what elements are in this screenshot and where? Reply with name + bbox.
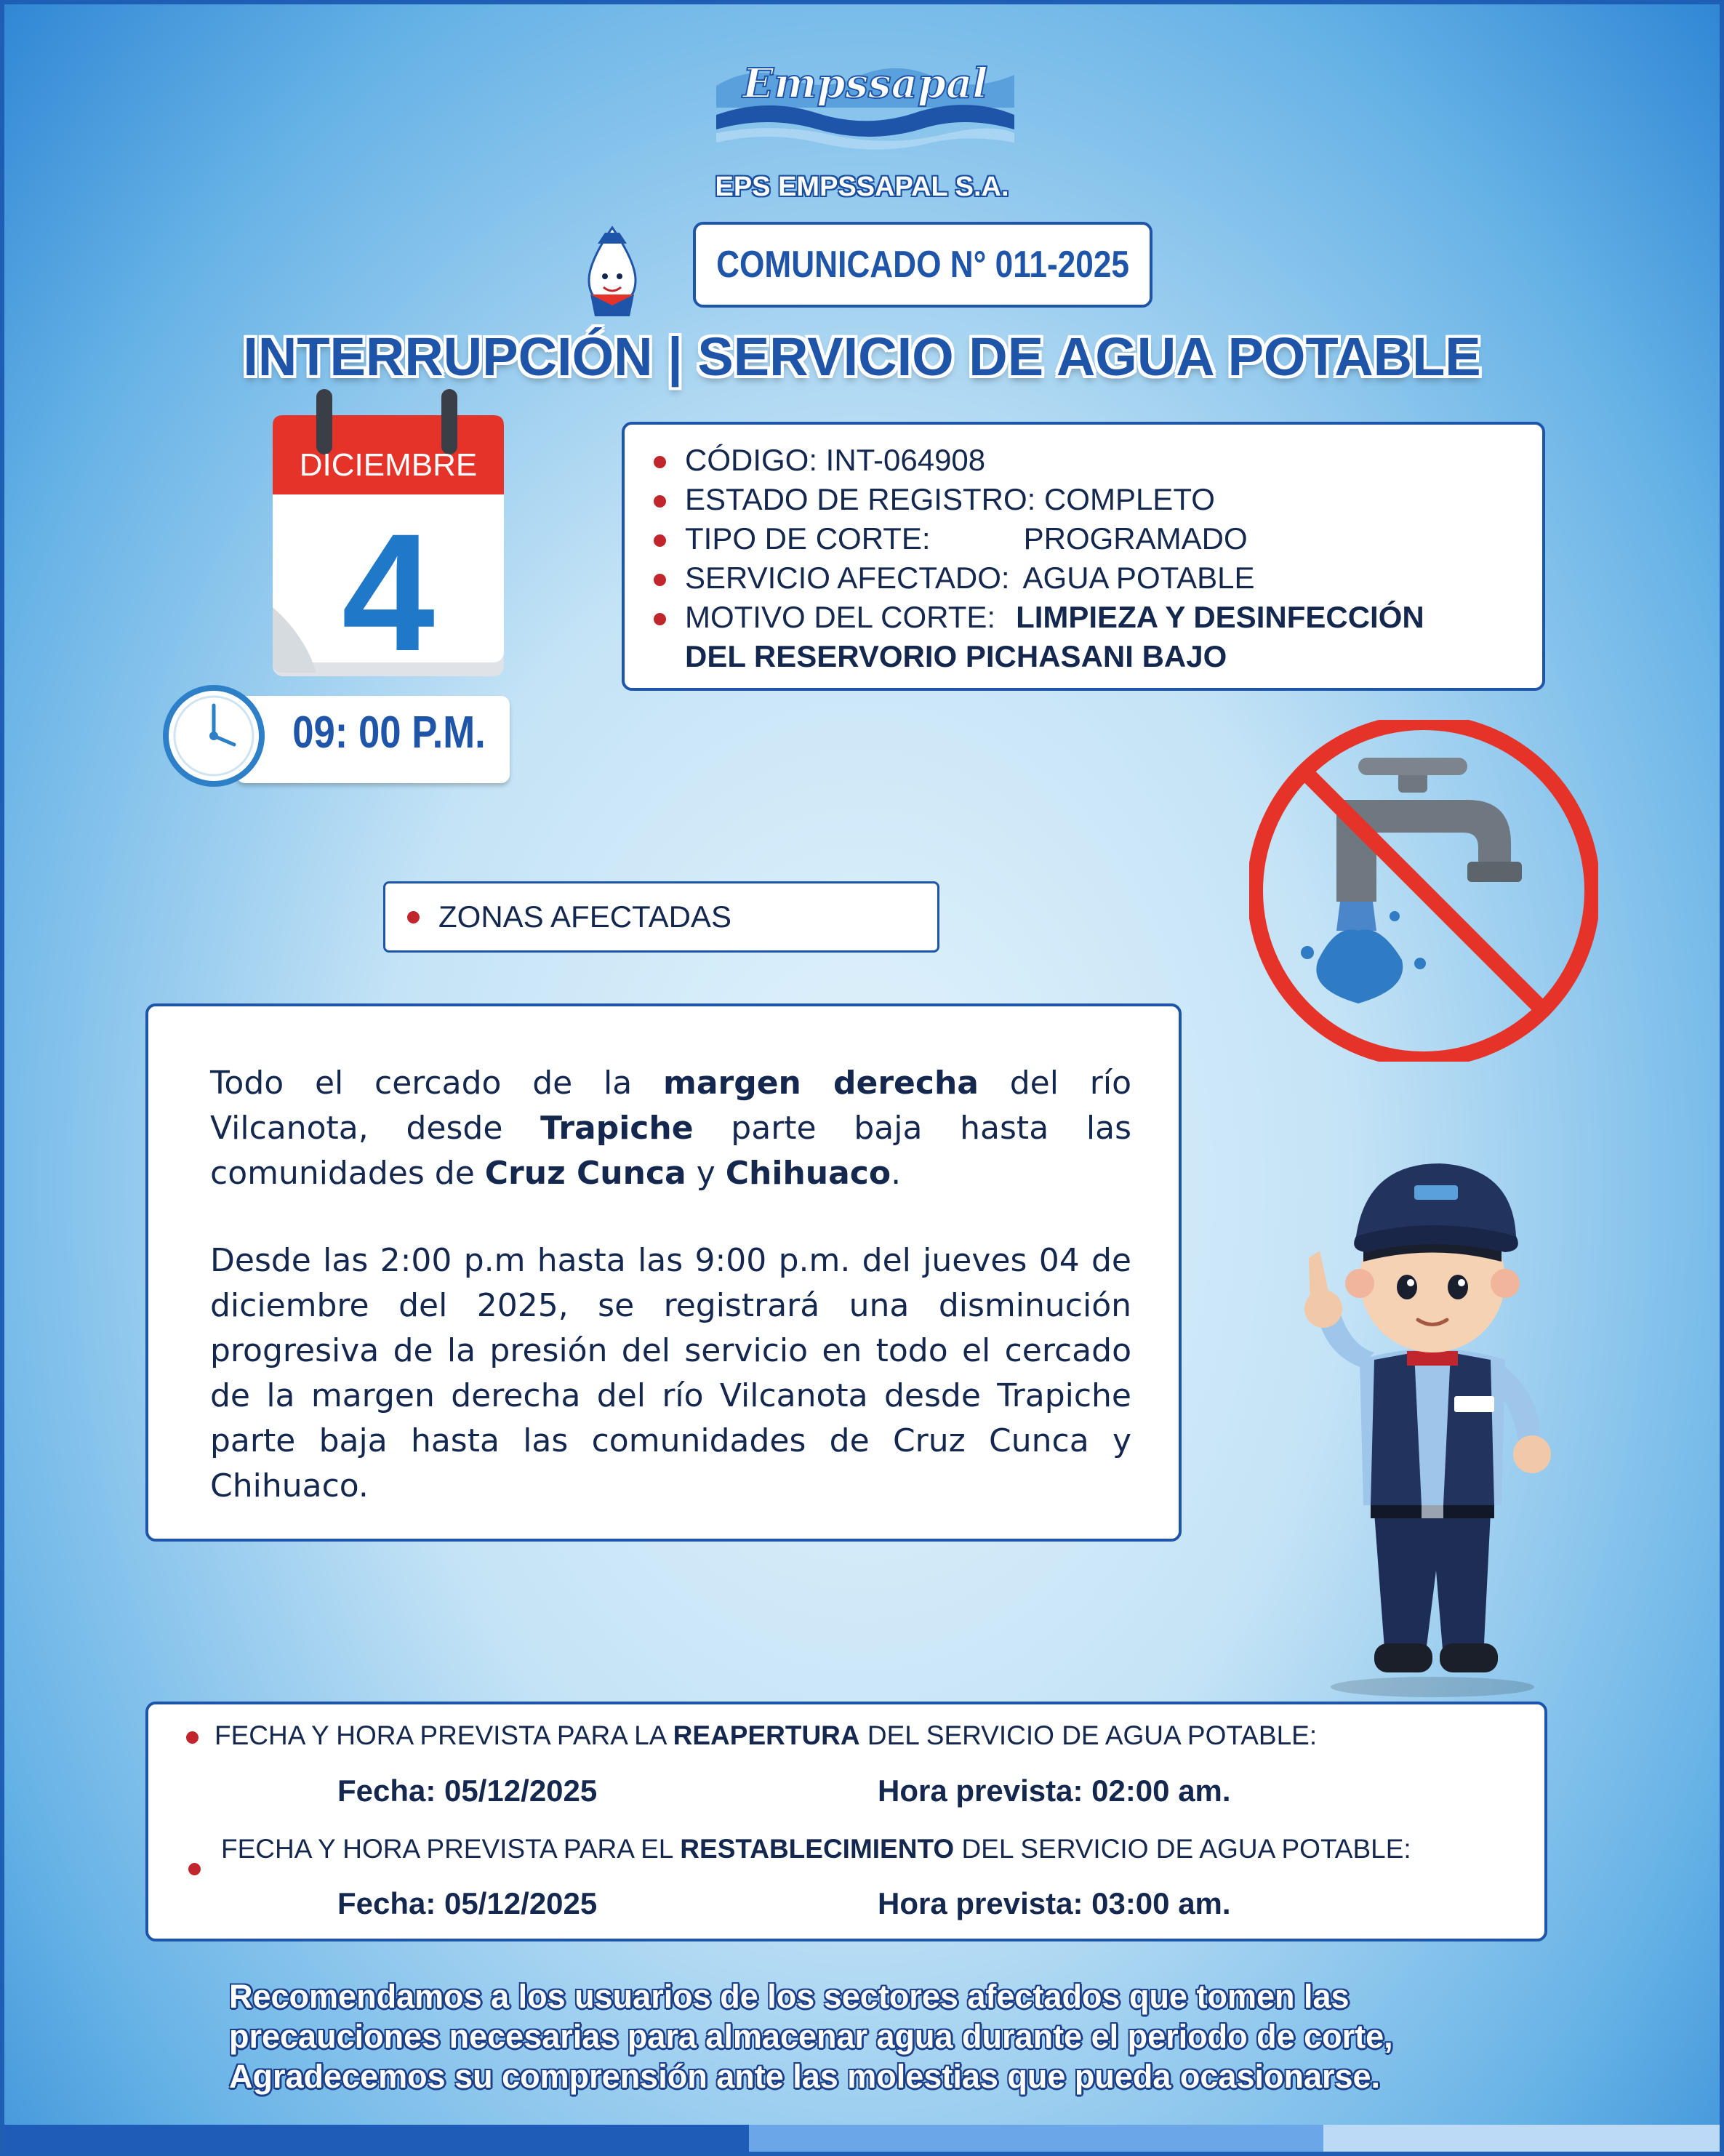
footer-line-1: Recomendamos a los usuarios de los sectores afectados que tomen las [229, 1978, 1350, 2015]
no-water-faucet-icon [1249, 720, 1598, 1062]
zones-paragraph-1: Todo el cercado de la margen derecha del río Vilcanota, desde Trapiche parte baja hasta las comunidades de Cruz Cunca y Chihuaco. [210, 1065, 1132, 1192]
bullet-icon [186, 1731, 199, 1744]
restoration-hour: Hora prevista: 03:00 am. [878, 1886, 1231, 1920]
calendar-month: DICIEMBRE [299, 447, 478, 483]
footer-line-2: precauciones necesarias para almacenar agua durante el periodo de corte, [229, 2018, 1393, 2055]
info-service-row [654, 558, 1542, 598]
footer-recommendation [229, 1976, 1494, 2096]
empssapal-logo [709, 57, 1022, 155]
bullet-icon [188, 1863, 201, 1875]
bottom-color-bar [0, 2125, 1724, 2156]
communique-number: COMUNICADO N° 011-2025 [716, 244, 1129, 286]
water-drop-mascot-icon [569, 222, 656, 320]
info-reason-label: MOTIVO DEL CORTE: [685, 600, 996, 634]
info-code-row [654, 441, 1542, 480]
bullet-icon [654, 456, 666, 468]
info-service-value: AGUA POTABLE [1022, 561, 1255, 595]
reopening-date: Fecha: 05/12/2025 [337, 1774, 598, 1808]
clock-icon [161, 684, 267, 789]
info-status-row [654, 480, 1542, 519]
info-service-label: SERVICIO AFECTADO: [685, 561, 1010, 595]
worker-mascot-icon [1265, 1134, 1600, 1702]
reopening-line: FECHA Y HORA PREVISTA PARA LA REAPERTURA DEL SERVICIO DE AGUA POTABLE: [186, 1720, 1317, 1751]
affected-zones-box [145, 1003, 1182, 1542]
zones-label-box [383, 881, 939, 953]
logo-wordmark: Empssapal [742, 60, 988, 108]
headline: INTERRUPCIÓN | SERVICIO DE AGUA POTABLE [243, 326, 1481, 387]
bullet-icon [654, 534, 666, 547]
info-reason-row [654, 598, 1542, 637]
bullet-icon [654, 613, 666, 625]
reopening-hour: Hora prevista: 02:00 am. [878, 1774, 1231, 1808]
info-cut-type-label: TIPO DE CORTE: [685, 521, 931, 556]
reopening-box [145, 1702, 1547, 1941]
bullet-icon [654, 574, 666, 586]
info-cut-type-row [654, 519, 1542, 558]
footer-line-3: Agradecemos su comprensión ante las molestias que pueda ocasionarse. [229, 2058, 1381, 2095]
calendar-day: 4 [342, 499, 435, 686]
time-label: 09: 00 P.M. [292, 708, 486, 758]
communique-number-box [693, 222, 1152, 308]
info-reason-value-1: LIMPIEZA Y DESINFECCIÓN [1016, 600, 1424, 634]
zones-paragraph-2: Desde las 2:00 p.m hasta las 9:00 p.m. del jueves 04 de diciembre del 2025, se registrará una disminución progresiva de la presión del servicio en todo el cercado de la margen derecha del río Vilcanota desde Trapiche parte baja hasta las comunidades de Cruz Cunca y Chihuaco. [210, 1242, 1131, 1504]
info-cut-type-value: PROGRAMADO [1023, 521, 1248, 556]
outage-info-box [622, 422, 1545, 691]
info-status: ESTADO DE REGISTRO: COMPLETO [685, 482, 1215, 516]
info-reason-value-2: DEL RESERVORIO PICHASANI BAJO [685, 639, 1227, 673]
info-code: CÓDIGO: INT-064908 [685, 443, 986, 477]
bullet-icon [654, 495, 666, 508]
restoration-line: FECHA Y HORA PREVISTA PARA EL RESTABLECIMIENTO DEL SERVICIO DE AGUA POTABLE: [221, 1834, 1411, 1864]
zones-label: ZONAS AFECTADAS [438, 899, 731, 934]
bullet-icon [407, 911, 420, 923]
restoration-date: Fecha: 05/12/2025 [337, 1886, 598, 1920]
company-name: EPS EMPSSAPAL S.A. [715, 172, 1009, 202]
